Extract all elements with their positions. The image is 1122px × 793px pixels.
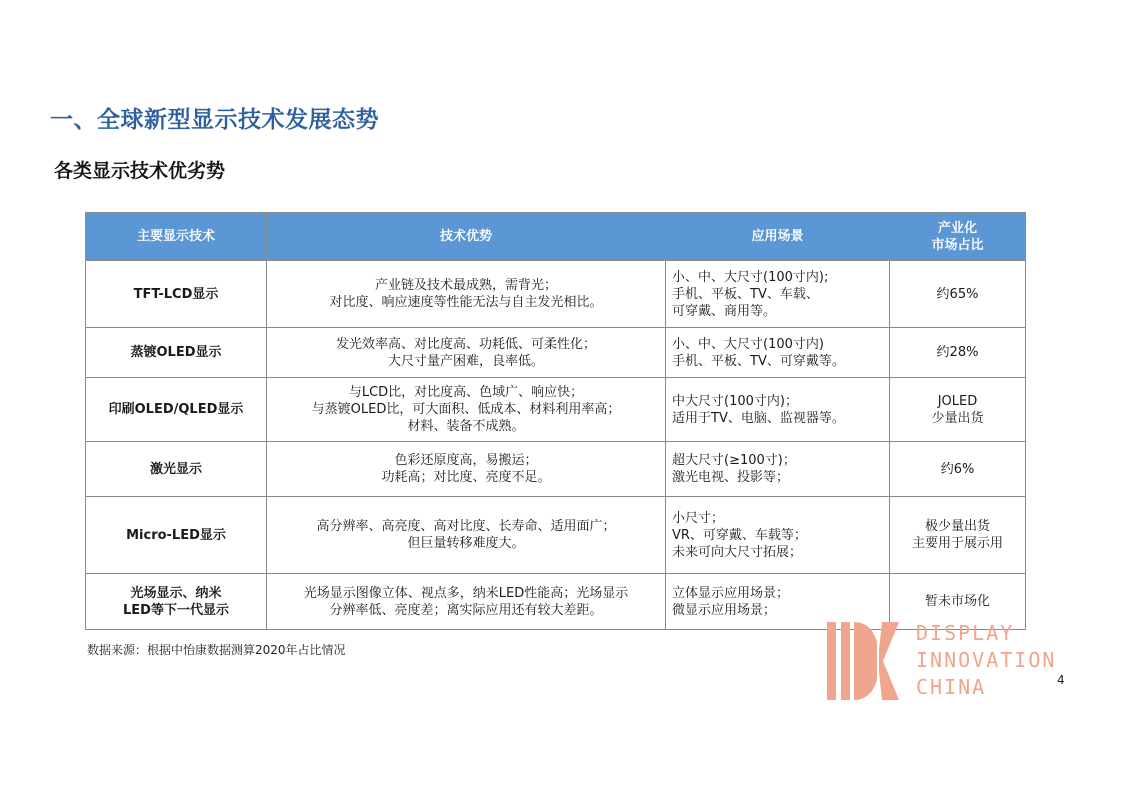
- cell-application: 小、中、大尺寸(100寸内); 手机、平板、TV、车载、 可穿戴、商用等。: [666, 261, 890, 328]
- cell-advantage: 产业链及技术最成熟，需背光； 对比度、响应速度等性能无法与自主发光相比。: [267, 261, 666, 328]
- display-tech-table: [85, 212, 1026, 630]
- header-tech: 主要显示技术: [86, 213, 267, 261]
- cell-market-share: 约28%: [890, 328, 1026, 378]
- cell-market-share: 暂未市场化: [890, 574, 1026, 630]
- table-row: [86, 261, 1026, 328]
- page-title: 一、全球新型显示技术发展态势: [50, 107, 379, 133]
- cell-advantage: 与LCD比，对比度高、色域广、响应快； 与蒸镀OLED比，可大面积、低成本、材料利用率高； 材料、装备不成熟。: [267, 378, 666, 442]
- cell-application: 超大尺寸(≥100寸)； 激光电视、投影等；: [666, 442, 890, 497]
- cell-tech: 光场显示、纳米 LED等下一代显示: [86, 574, 267, 630]
- cell-tech: 印刷OLED/QLED显示: [86, 378, 267, 442]
- table-row: [86, 378, 1026, 442]
- table-row: [86, 442, 1026, 497]
- cell-tech: 蒸镀OLED显示: [86, 328, 267, 378]
- cell-advantage: 色彩还原度高，易搬运； 功耗高；对比度、亮度不足。: [267, 442, 666, 497]
- cell-market-share: 约6%: [890, 442, 1026, 497]
- cell-tech: 激光显示: [86, 442, 267, 497]
- cell-tech: Micro-LED显示: [86, 497, 267, 574]
- source-note: 数据来源：根据中怡康数据测算2020年占比情况: [87, 643, 346, 657]
- cell-market-share: 约65%: [890, 261, 1026, 328]
- cell-market-share: JOLED 少量出货: [890, 378, 1026, 442]
- section-subtitle: 各类显示技术优劣势: [54, 160, 226, 182]
- table-row: [86, 328, 1026, 378]
- table-row: [86, 497, 1026, 574]
- cell-advantage: 光场显示图像立体、视点多，纳米LED性能高；光场显示 分辨率低、亮度差；离实际应用还有较大差距。: [267, 574, 666, 630]
- cell-advantage: 高分辨率、高亮度、高对比度、长寿命、适用面广； 但巨量转移难度大。: [267, 497, 666, 574]
- header-application: 应用场景: [666, 213, 890, 261]
- cell-application: 中大尺寸(100寸内)； 适用于TV、电脑、监视器等。: [666, 378, 890, 442]
- dic-logo-icon: [827, 622, 899, 700]
- cell-tech: TFT-LCD显示: [86, 261, 267, 328]
- brand-wordmark: DISPLAY INNOVATION CHINA: [916, 621, 1057, 699]
- cell-application: 小尺寸； VR、可穿戴、车载等； 未来可向大尺寸拓展；: [666, 497, 890, 574]
- cell-application: 立体显示应用场景； 微显示应用场景；: [666, 574, 890, 630]
- page-number: 4: [1057, 673, 1065, 687]
- table-header-row: [86, 213, 1026, 261]
- cell-market-share: 极少量出货 主要用于展示用: [890, 497, 1026, 574]
- cell-advantage: 发光效率高、对比度高、功耗低、可柔性化； 大尺寸量产困难，良率低。: [267, 328, 666, 378]
- cell-application: 小、中、大尺寸(100寸内) 手机、平板、TV、可穿戴等。: [666, 328, 890, 378]
- header-advantage: 技术优势: [267, 213, 666, 261]
- header-market-share: 产业化 市场占比: [890, 213, 1026, 261]
